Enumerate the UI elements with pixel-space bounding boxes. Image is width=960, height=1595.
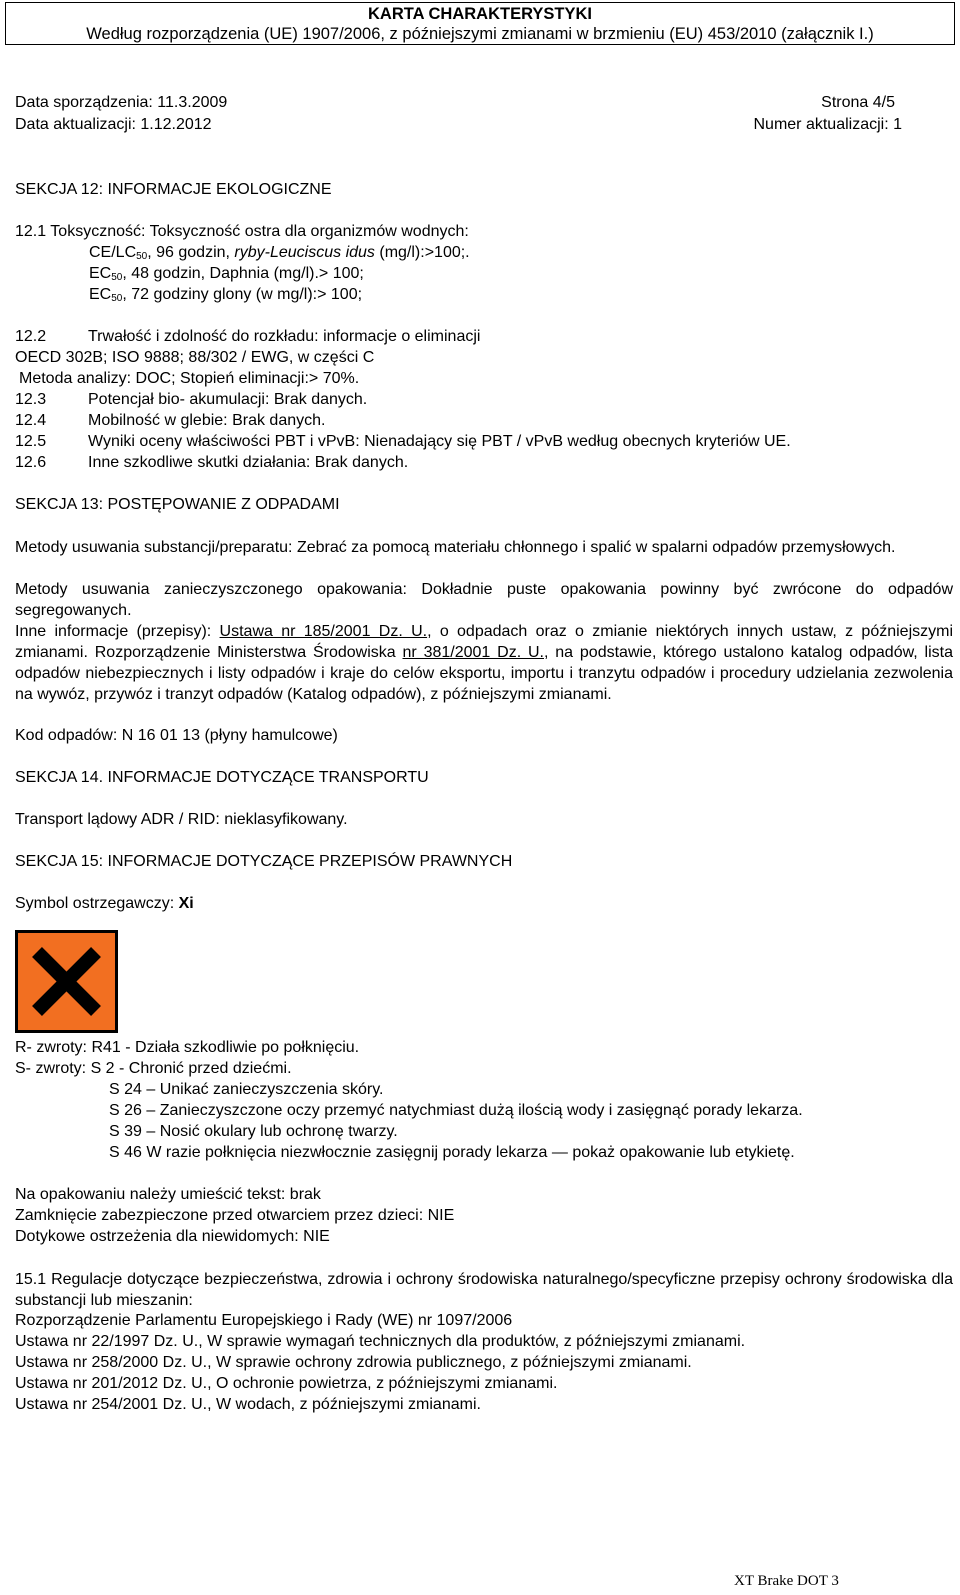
regulations-intro: 15.1 Regulacje dotyczące bezpieczeństwa, zdrowia i ochrony środowiska naturalnego/specyficzne przepisy ochrony środowiska dla substancji lub mieszanin: (15, 1271, 953, 1309)
law-link-185-2001[interactable]: Ustawa nr 185/2001 Dz. U. (219, 623, 428, 640)
page-number: Strona 4/5 (821, 94, 895, 111)
s26-phrase: S 26 – Zanieczyszczone oczy przemyć natychmiast dużą ilością wody i zasięgnąć porady lekarza. (109, 1102, 803, 1119)
toxicity-daphnia: $EC_{50}$, 48 godzin, Daphnia (mg/l).> 100; (89, 265, 364, 283)
section-12-heading: SEKCJA 12: INFORMACJE EKOLOGICZNE (15, 181, 332, 198)
r-phrases: R- zwroty: R41 - Działa szkodliwie po połknięciu. (15, 1039, 360, 1056)
law-item: Ustawa nr 22/1997 Dz. U., W sprawie wymagań technicznych dla produktów, z późniejszymi zmianami. (15, 1333, 746, 1350)
waste-code: Kod odpadów: N 16 01 13 (płyny hamulcowe) (15, 727, 338, 744)
toxicity-fish: $CE/LC_{50}$, 96 godzin, ryby-Leuciscus idus (mg/l):>100;. (89, 244, 470, 262)
law-link-381-2001[interactable]: nr 381/2001 Dz. U. (402, 644, 544, 661)
item-12-5: 12.5 Wyniki oceny właściwości PBT i vPvB: Nienadający się PBT / vPvB według obecnych kryteriów UE. (15, 433, 791, 450)
footer-product-name: XT Brake DOT 3 (734, 1573, 839, 1589)
hazard-symbol-label: Symbol ostrzegawczy: Xi (15, 895, 194, 912)
item-12-2: 12.2 Trwałość i zdolność do rozkładu: informacje o eliminacji (15, 328, 481, 345)
document-title: KARTA CHARAKTERYSTYKI (368, 5, 592, 23)
document-header (5, 2, 955, 45)
item-12-6: 12.6 Inne szkodliwe skutki działania: Brak danych. (15, 454, 409, 471)
created-date: Data sporządzenia: 11.3.2009 (15, 94, 228, 111)
s39-phrase: S 39 – Nosić okulary lub ochronę twarzy. (109, 1123, 398, 1140)
item-12-3: 12.3 Potencjał bio- akumulacji: Brak danych. (15, 391, 368, 408)
harmful-irritant-x-icon (15, 930, 118, 1033)
toxicity-line: 12.1 Toksyczność: Toksyczność ostra dla organizmów wodnych: (15, 223, 469, 240)
tactile-warning: Dotykowe ostrzeżenia dla niewidomych: NIE (15, 1228, 330, 1245)
disposal-substance: Metody usuwania substancji/preparatu: Zebrać za pomocą materiału chłonnego i spalić w spalarni odpadów przemysłowych. (15, 539, 896, 556)
oecd-methods: OECD 302B; ISO 9888; 88/302 / EWG, w części C (15, 349, 375, 366)
section-14-heading: SEKCJA 14. INFORMACJE DOTYCZĄCE TRANSPORTU (15, 769, 429, 786)
s46-phrase: S 46 W razie połknięcia niezwłocznie zasięgnij porady lekarza — pokaż opakowanie lub etykietę. (109, 1144, 795, 1161)
law-item: Ustawa nr 258/2000 Dz. U., W sprawie ochrony zdrowia publicznego, z późniejszymi zmianami. (15, 1354, 692, 1371)
s-phrases: S- zwroty: S 2 - Chronić przed dziećmi. (15, 1060, 292, 1077)
child-resistant-closure: Zamknięcie zabezpieczone przed otwarciem przez dzieci: NIE (15, 1207, 455, 1224)
analysis-method: Metoda analizy: DOC; Stopień eliminacji:> 70%. (19, 370, 360, 387)
law-item: Rozporządzenie Parlamentu Europejskiego i Rady (WE) nr 1097/2006 (15, 1312, 513, 1329)
item-12-4: 12.4 Mobilność w glebie: Brak danych. (15, 412, 326, 429)
section-15-heading: SEKCJA 15: INFORMACJE DOTYCZĄCE PRZEPISÓW PRAWNYCH (15, 853, 513, 870)
toxicity-algae: $EC_{50}$, 72 godziny glony (w mg/l):> 100; (89, 286, 363, 304)
packaging-text: Na opakowaniu należy umieścić tekst: brak (15, 1186, 321, 1203)
s24-phrase: S 24 – Unikać zanieczyszczenia skóry. (109, 1081, 384, 1098)
disposal-regulations: Inne informacje (przepisy): Ustawa nr 185/2001 Dz. U., o odpadach oraz o zmianie niektórych innych ustaw, z późniejszymi zmianami. Rozporządzenie Ministerstwa Środowiska nr 381/2001 Dz. U., na podstawie, którego ustalono katalog odpadów, lista odpadów niebezpiecznych i listy odpadów i kraje do celów eksportu, importu i tranzytu odpadów i procedury udzielania zezwolenia na wywóz, przywóz i tranzyt odpadów (Katalog odpadów), z późniejszymi zmianami. (15, 623, 954, 703)
disposal-packaging: Metody usuwania zanieczyszczonego opakowania: Dokładnie puste opakowania powinny być zwrócone do odpadów segregowanych. (15, 581, 953, 619)
section-13-heading: SEKCJA 13: POSTĘPOWANIE Z ODPADAMI (15, 496, 340, 513)
revision-number: Numer aktualizacji: 1 (753, 116, 902, 133)
transport-info: Transport lądowy ADR / RID: nieklasyfikowany. (15, 811, 348, 828)
law-item: Ustawa nr 201/2012 Dz. U., O ochronie powietrza, z późniejszymi zmianami. (15, 1375, 558, 1392)
document-subtitle: Według rozporządzenia (UE) 1907/2006, z późniejszymi zmianami w brzmieniu (EU) 453/2010 (załącznik I.) (86, 25, 874, 43)
updated-date: Data aktualizacji: 1.12.2012 (15, 116, 212, 133)
law-item: Ustawa nr 254/2001 Dz. U., W wodach, z późniejszymi zmianami. (15, 1396, 481, 1413)
